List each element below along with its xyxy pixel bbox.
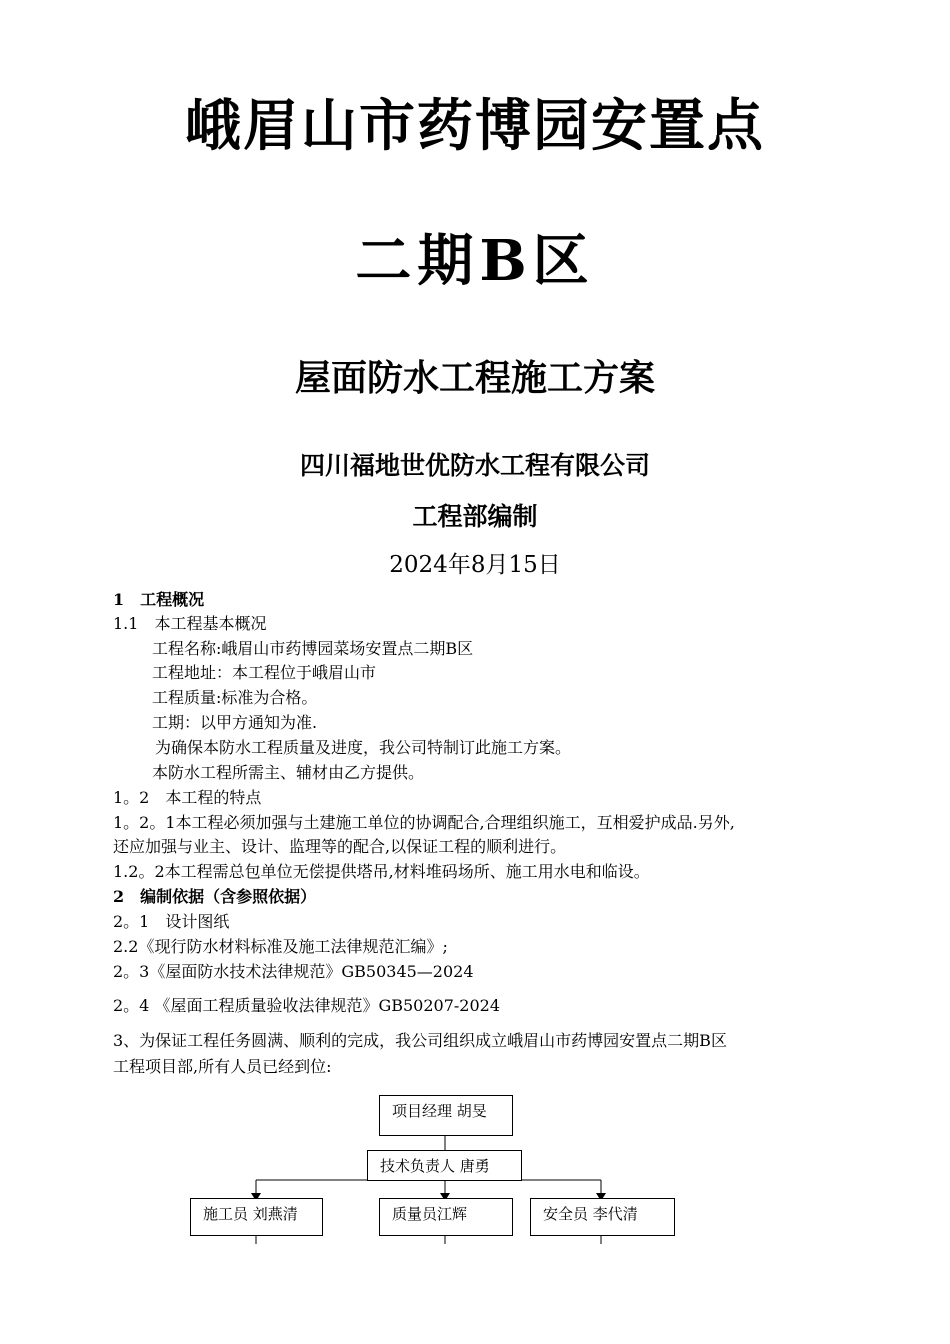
company-name: 四川福地世优防水工程有限公司 (299, 451, 650, 480)
section2-heading: 2 编制依据（含参照依据） (113, 887, 317, 906)
project-quality: 工程质量:标准为合格。 (152, 688, 318, 707)
org-box-constructor: 施工员 刘燕清 (190, 1198, 323, 1236)
project-purpose: 为确保本防水工程质量及进度，我公司特制订此施工方案。 (155, 738, 572, 757)
org-box-project-manager: 项目经理 胡旻 (379, 1095, 513, 1136)
basis-item1: 2。1 设计图纸 (113, 912, 230, 931)
document-title-line1: 峨眉山市药博园安置点 (185, 93, 765, 159)
section1-2-heading: 1。2 本工程的特点 (113, 788, 262, 807)
project-name: 工程名称:峨眉山市药博园菜场安置点二期B区 (152, 639, 474, 658)
project-period: 工期：以甲方通知为准. (152, 713, 318, 732)
feature1-line2: 还应加强与业主、设计、监理等的配合,以保证工程的顺利进行。 (113, 837, 567, 856)
document-date: 2024年8月15日 (389, 552, 561, 578)
document-title-line2: 二期B区 (355, 228, 595, 294)
feature2: 1.2。2本工程需总包单位无偿提供塔吊,材料堆码场所、施工用水电和临设。 (113, 862, 650, 881)
basis-item4: 2。4 《屋面工程质量验收法律规范》GB50207-2024 (113, 996, 501, 1015)
project-materials: 本防水工程所需主、辅材由乙方提供。 (152, 763, 425, 782)
basis-item3: 2。3《屋面防水技术法律规范》GB50345—2024 (113, 962, 474, 981)
section3-line1: 3、为保证工程任务圆满、顺利的完成，我公司组织成立峨眉山市药博园安置点二期B区 (113, 1031, 727, 1050)
org-box-safety-officer: 安全员 李代清 (530, 1198, 675, 1236)
section3-line2: 工程项目部,所有人员已经到位: (113, 1057, 332, 1076)
feature1-line1: 1。2。1本工程必须加强与土建施工单位的协调配合,合理组织施工，互相爱护成品.另外, (113, 813, 735, 832)
org-box-tech-lead: 技术负责人 唐勇 (367, 1150, 522, 1181)
document-title-line3: 屋面防水工程施工方案 (294, 357, 655, 399)
org-box-quality-officer: 质量员江辉 (379, 1198, 513, 1236)
basis-item2: 2.2《现行防水材料标准及施工法律规范汇编》; (113, 937, 448, 956)
department-name: 工程部编制 (412, 502, 538, 531)
section1-1-heading: 1.1 本工程基本概况 (113, 614, 267, 633)
project-address: 工程地址：本工程位于峨眉山市 (152, 663, 377, 682)
section1-heading: 1 工程概况 (113, 590, 205, 609)
